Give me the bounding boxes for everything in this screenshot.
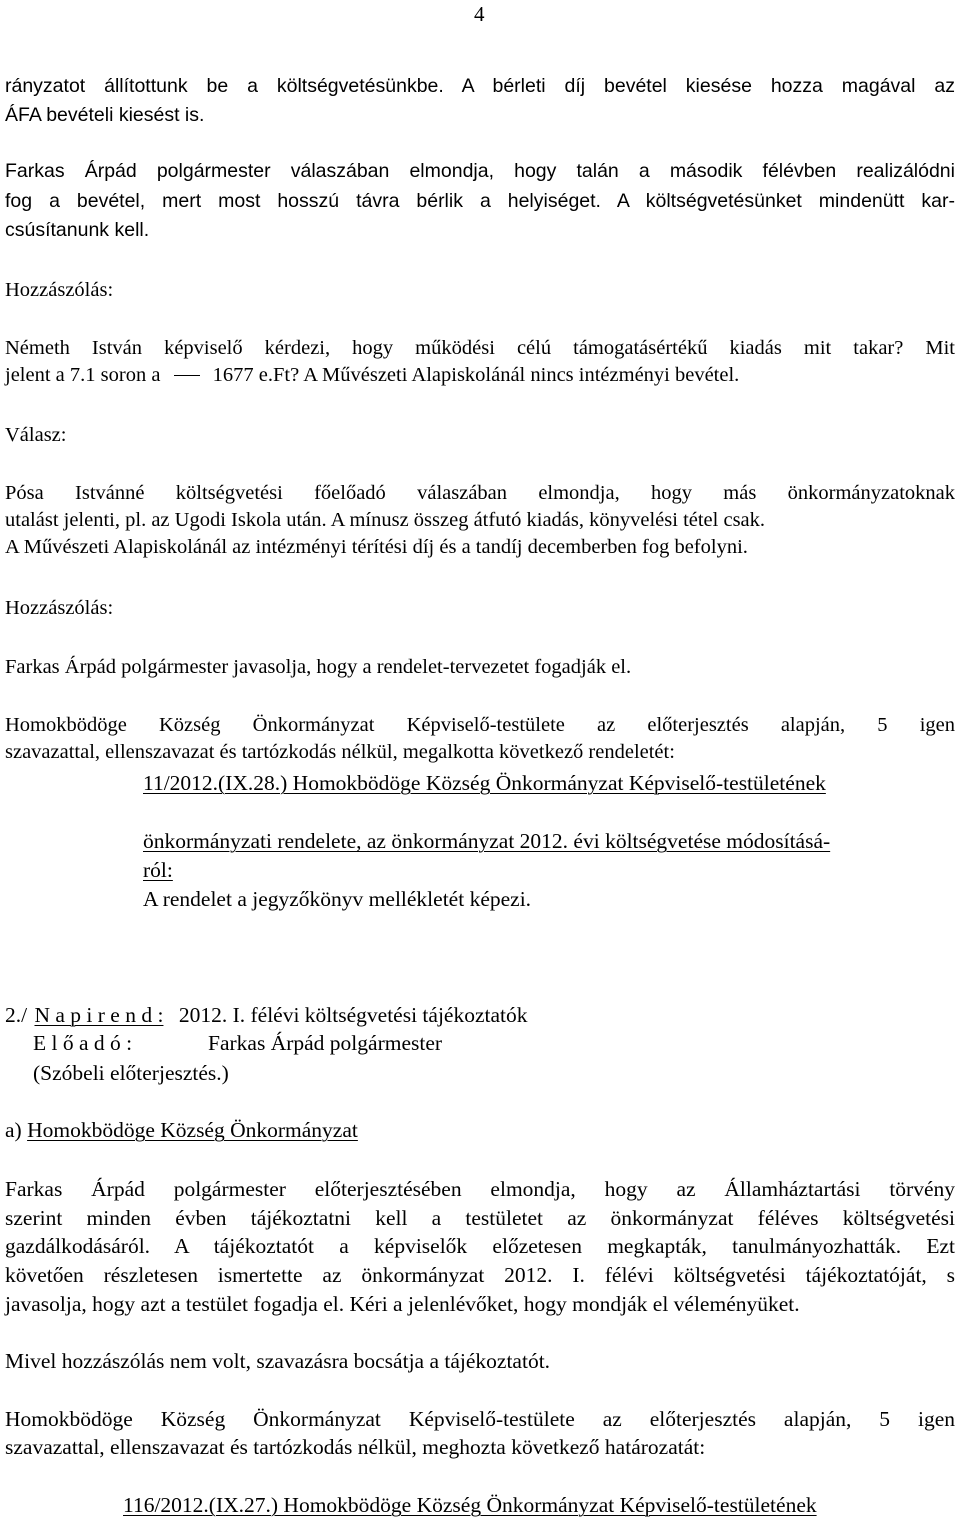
paragraph-line: csúsítanunk kell. bbox=[5, 219, 150, 241]
decree-title-line: önkormányzati rendelete, az önkormányzat 2012. évi költségvetése módosításá- bbox=[143, 829, 831, 853]
page-number: 4 bbox=[474, 2, 485, 26]
line-part: jelent a 7.1 soron a bbox=[5, 364, 161, 386]
agenda-title: 2012. I. félévi költségvetési tájékoztatók bbox=[178, 1003, 528, 1027]
paragraph-line: követően részletesen ismertette az önkormányzat 2012. I. félévi költségvetési tájékoztatóját, s bbox=[5, 1263, 955, 1287]
paragraph-line: rányzatot állítottunk be a költségvetésünkbe. A bérleti díj bevétel kiesése hozza magával az bbox=[5, 75, 955, 97]
paragraph-line: szerint minden évben tájékoztatni kell a testületet az önkormányzat féléves költségvetési bbox=[5, 1206, 955, 1230]
section-heading: Hozzászólás: bbox=[5, 597, 114, 619]
section-name: Homokbödöge Község Önkormányzat bbox=[27, 1118, 358, 1142]
paragraph-line: Németh István képviselő kérdezi, hogy működési célú támogatásértékű kiadás mit takar? Mit bbox=[5, 337, 955, 359]
paragraph-line: szavazattal, ellenszavazat és tartózkodás nélkül, megalkotta következő rendeletét: bbox=[5, 741, 675, 763]
paragraph-line: A Művészeti Alapiskolánál az intézményi térítési díj és a tandíj decemberben fog befolyni. bbox=[5, 536, 748, 558]
paragraph-line: utalást jelenti, pl. az Ugodi Iskola után. A mínusz összeg átfutó kiadás, könyvelési tétel csak. bbox=[5, 509, 766, 531]
agenda-label: N a p i r e n d : bbox=[34, 1003, 164, 1027]
presenter-name: Farkas Árpád polgármester bbox=[208, 1031, 443, 1055]
section-title bbox=[5, 1117, 358, 1143]
presenter-label: E l ő a d ó : bbox=[33, 1031, 133, 1055]
paragraph-line: Homokbödöge Község Önkormányzat Képviselő-testülete az előterjesztés alapján, 5 igen bbox=[5, 1407, 955, 1431]
paragraph-line: Farkas Árpád polgármester javasolja, hogy a rendelet-tervezetet fogadják el. bbox=[5, 656, 632, 678]
line-part: 1677 e.Ft? A Művészeti Alapiskolánál nincs intézményi bevétel. bbox=[212, 364, 740, 386]
paragraph-line: fog a bevétel, mert most hosszú távra bérlik a helyiséget. A költségvetésünket mindenütt kar- bbox=[5, 190, 955, 212]
paragraph-line: Farkas Árpád polgármester előterjesztésében elmondja, hogy az Államháztartási törvény bbox=[5, 1177, 955, 1201]
paragraph-line: Farkas Árpád polgármester válaszában elmondja, hogy talán a második félévben realizálódni bbox=[5, 160, 955, 182]
resolution-title: 116/2012.(IX.27.) Homokbödöge Község Önkormányzat Képviselő-testületének bbox=[123, 1493, 817, 1517]
paragraph-line bbox=[5, 362, 739, 388]
agenda-number: 2./ bbox=[5, 1003, 28, 1027]
paragraph-line: Mivel hozzászólás nem volt, szavazásra bocsátja a tájékoztatót. bbox=[5, 1349, 551, 1373]
agenda-item bbox=[5, 1002, 528, 1028]
section-prefix: a) bbox=[5, 1118, 22, 1142]
paragraph-line: szavazattal, ellenszavazat és tartózkodás nélkül, meghozta következő határozatát: bbox=[5, 1435, 706, 1459]
dash-icon bbox=[174, 375, 200, 376]
paragraph-line: Pósa Istvánné költségvetési főelőadó válaszában elmondja, hogy más önkormányzatoknak bbox=[5, 482, 955, 504]
paragraph-line: gazdálkodásáról. A tájékoztatót a képviselők előzetesen megkapták, tanulmányozhatták. Ezt bbox=[5, 1234, 955, 1258]
decree-title-line: 11/2012.(IX.28.) Homokbödöge Község Önkormányzat Képviselő-testületének bbox=[143, 771, 826, 795]
paragraph-line: ÁFA bevételi kiesést is. bbox=[5, 104, 205, 126]
section-heading: Válasz: bbox=[5, 424, 67, 446]
paragraph-line: javasolja, hogy azt a testület fogadja el. Kéri a jelenlévőket, hogy mondják el véleményüket. bbox=[5, 1292, 800, 1316]
decree-title-line: ról: bbox=[143, 858, 173, 882]
decree-note: A rendelet a jegyzőkönyv mellékletét képezi. bbox=[143, 887, 532, 911]
paragraph-line: Homokbödöge Község Önkormányzat Képviselő-testülete az előterjesztés alapján, 5 igen bbox=[5, 714, 955, 736]
agenda-note: (Szóbeli előterjesztés.) bbox=[33, 1061, 229, 1085]
section-heading: Hozzászólás: bbox=[5, 279, 114, 301]
